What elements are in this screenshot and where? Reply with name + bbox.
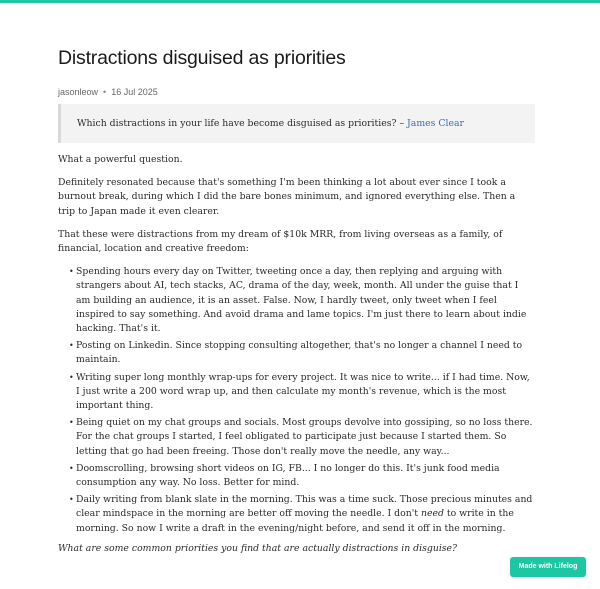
list-item: • Being quiet on my chat groups and socials. Most groups devolve into gossiping, so no loss there. For the chat groups I started, I feel obligated to participate just because I started them. So letting that go had been freeing. Those don't really move the needle, any way... — [76, 416, 535, 459]
quote-text: Which distractions in your life have become disguised as priorities? – — [77, 118, 408, 129]
paragraph: Definitely resonated because that's something I'm been thinking a lot about ever since I took a burnout break, during which I did the bare bones minimum, and ignored everything else. Then a trip to Japan made it even clearer. — [58, 177, 516, 217]
post-meta — [58, 86, 535, 98]
emphasis-text: need — [420, 508, 444, 520]
author-link[interactable]: jasonleow — [58, 87, 99, 97]
made-with-lifelog-button[interactable]: Made with Lifelog — [510, 557, 586, 577]
post-title: Distractions disguised as priorities — [58, 47, 346, 69]
post-article — [58, 44, 535, 556]
list-item: • Writing super long monthly wrap-ups for every project. It was nice to write... if I had time. Now, I just write a 200 word wrap up, and then calculate my month's revenue, which is the most important thing. — [76, 371, 535, 414]
list-item-text: to write in the morning. So now I write a draft in the evening/night before, and send it off in the morning. — [76, 508, 514, 534]
quote-attribution-link[interactable]: James Clear — [407, 118, 464, 129]
accent-top-bar — [0, 0, 600, 3]
list-item: • Spending hours every day on Twitter, tweeting once a day, then replying and arguing with strangers about AI, tech stacks, AC, drama of the day, week, month. All under the guise that I am building an audience, it is an asset. False. Now, I hardly tweet, only tweet when I feel inspired to say something. And avoid drama and lame topics. I'm just there to learn about indie hacking. That's it. — [76, 265, 535, 336]
post-body — [58, 153, 535, 556]
paragraph: What a powerful question. — [58, 154, 183, 165]
list-item: • Doomscrolling, browsing short videos on IG, FB... I no longer do this. It's junk food media consumption any way. No loss. Better for mind. — [76, 462, 535, 490]
post-date: 16 Jul 2025 — [111, 87, 158, 97]
list-item: • Posting on Linkedin. Since stopping consulting altogether, that's no longer a channel I need to maintain. — [76, 339, 535, 367]
blockquote — [58, 104, 535, 143]
distractions-list — [58, 265, 535, 536]
meta-separator: • — [103, 87, 107, 97]
paragraph: That these were distractions from my dream of $10k MRR, from living overseas as a family, of financial, location and creative freedom: — [58, 228, 503, 255]
list-item — [76, 493, 535, 536]
list-item-text: Daily writing from blank slate in the morning. This was a time suck. Those precious minutes and clear mindspace in the morning are better off moving the needle. I don't — [76, 494, 533, 520]
closing-question: What are some common priorities you find that are actually distractions in disguise? — [58, 542, 458, 554]
